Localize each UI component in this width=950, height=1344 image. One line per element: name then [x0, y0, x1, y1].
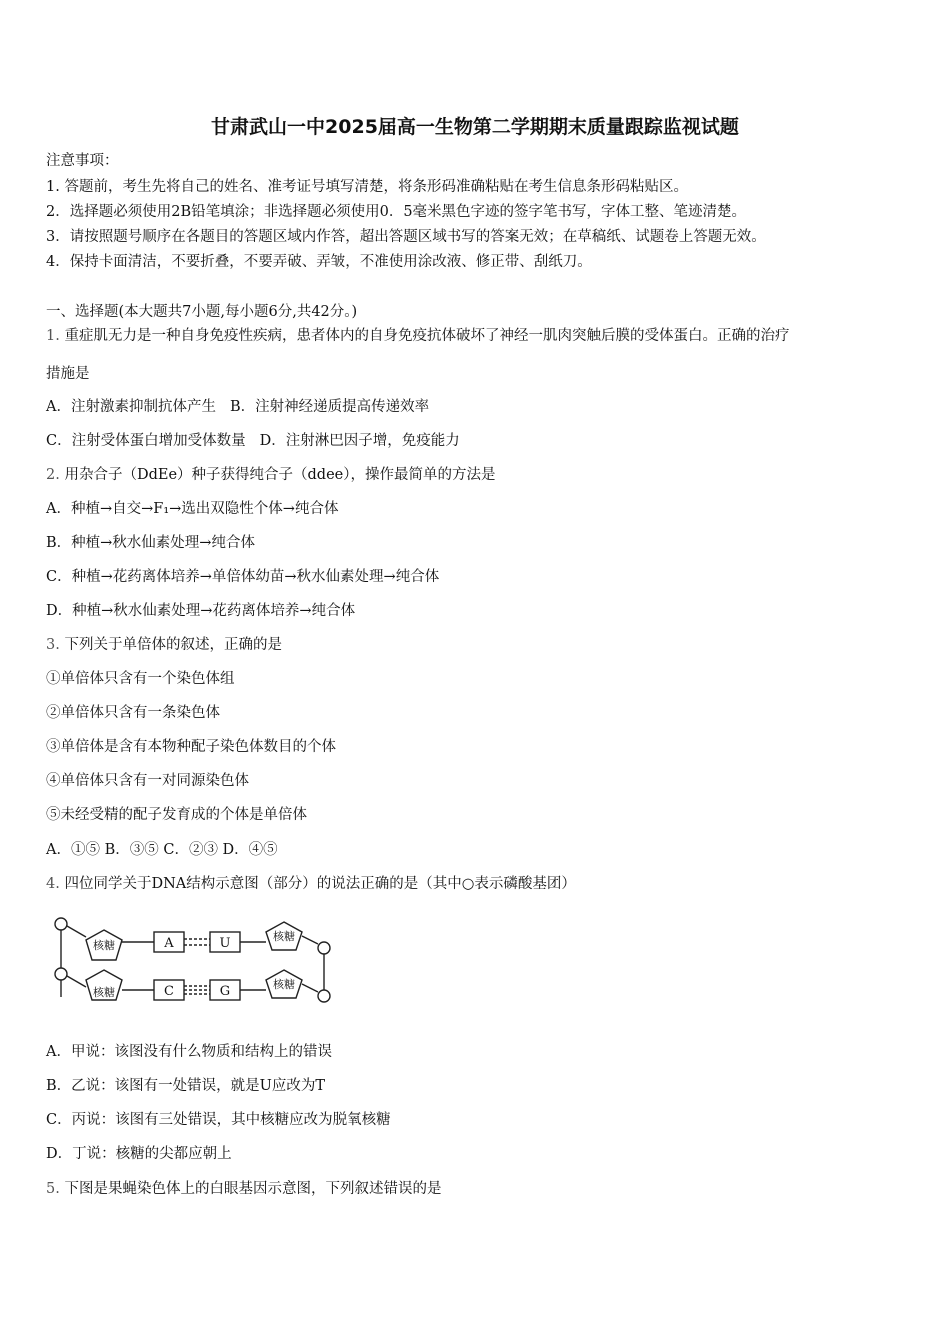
- question-1-option-b: B．注射神经递质提高传递效率: [229, 399, 430, 415]
- question-4-option-c: C．丙说：该图有三处错误，其中核糖应改为脱氧核糖: [46, 1112, 391, 1128]
- sugar-label: 核糖: [273, 930, 295, 943]
- question-3-statement-3: ③单倍体是含有本物种配子染色体数目的个体: [46, 739, 336, 755]
- phosphate-circle: [318, 990, 330, 1002]
- question-3-statement-5: ⑤未经受精的配子发育成的个体是单倍体: [46, 807, 307, 823]
- question-5-number: 5.: [46, 1181, 60, 1197]
- question-1-stem-cont: 措施是: [46, 366, 90, 382]
- question-3-statement-2: ②单倍体只含有一条染色体: [46, 705, 220, 721]
- question-5-text: 下图是果蝇染色体上的白眼基因示意图，下列叙述错误的是: [64, 1181, 442, 1197]
- question-1-options-ab: [46, 397, 429, 417]
- sugar-label: 核糖: [93, 939, 115, 952]
- question-2-number: 2.: [46, 467, 60, 483]
- phosphate-circle: [318, 942, 330, 954]
- question-2-option-a: A．种植→自交→F₁→选出双隐性个体→纯合体: [46, 501, 339, 517]
- question-1-text: 重症肌无力是一种自身免疫性疾病，患者体内的自身免疫抗体破坏了神经一肌肉突触后膜的受体蛋白。正确的治疗: [64, 328, 790, 344]
- question-2-option-b: B．种植→秋水仙素处理→纯合体: [46, 535, 255, 551]
- question-1-options-cd: [46, 431, 460, 451]
- notice-item-3: 3．请按照题号顺序在各题目的答题区域内作答，超出答题区域书写的答案无效；在草稿纸、试题卷上答题无效。: [46, 229, 766, 245]
- question-3-text: 下列关于单倍体的叙述，正确的是: [64, 637, 282, 653]
- notice-item-1: 1. 答题前，考生先将自己的姓名、准考证号填写清楚，将条形码准确粘贴在考生信息条形码粘贴区。: [46, 179, 688, 195]
- question-3-number: 3.: [46, 637, 60, 653]
- question-1-option-a: A．注射激素抑制抗体产生: [46, 399, 216, 415]
- notice-item-2: 2．选择题必须使用2B铅笔填涂；非选择题必须使用0．5毫米黑色字迹的签字笔书写，字体工整、笔迹清楚。: [46, 204, 747, 220]
- sugar-label: 核糖: [273, 978, 295, 991]
- question-4-option-d: D．丁说：核糖的尖都应朝上: [46, 1146, 232, 1162]
- question-4-option-a: A．甲说：该图没有什么物质和结构上的错误: [46, 1044, 332, 1060]
- question-3-stem: [46, 635, 282, 655]
- phosphate-circle: [55, 968, 67, 980]
- base-label-u: U: [219, 936, 231, 951]
- dna-structure-diagram: [48, 912, 338, 1012]
- question-4-option-b: B．乙说：该图有一处错误，就是U应改为T: [46, 1078, 326, 1094]
- base-label-a: A: [164, 936, 174, 951]
- question-2-stem: [46, 465, 496, 485]
- question-3-statement-4: ④单倍体只含有一对同源染色体: [46, 773, 249, 789]
- question-3-options: A．①⑤ B．③⑤ C．②③ D．④⑤: [46, 842, 278, 858]
- question-1-option-c: C．注射受体蛋白增加受体数量: [46, 433, 246, 449]
- question-1-number: 1.: [46, 328, 60, 344]
- question-4-number: 4.: [46, 876, 60, 892]
- question-1-option-d: D．注射淋巴因子增，免疫能力: [259, 433, 460, 449]
- question-1-stem: [46, 326, 789, 346]
- section-heading: 一、选择题(本大题共7小题,每小题6分,共42分。): [46, 304, 358, 320]
- notice-heading: 注意事项：: [46, 153, 119, 169]
- sugar-label: 核糖: [93, 986, 115, 999]
- base-label-g: G: [219, 984, 231, 999]
- question-3-statement-1: ①单倍体只含有一个染色体组: [46, 671, 235, 687]
- question-4-text: 四位同学关于DNA结构示意图（部分）的说法正确的是（其中○表示磷酸基团）: [64, 876, 576, 892]
- question-2-option-c: C．种植→花药离体培养→单倍体幼苗→秋水仙素处理→纯合体: [46, 569, 440, 585]
- question-5-stem: [46, 1179, 441, 1199]
- page-title: 甘肃武山一中2025届高一生物第二学期期末质量跟踪监视试题: [211, 116, 739, 138]
- question-4-stem: [46, 874, 576, 894]
- phosphate-circle: [55, 918, 67, 930]
- question-2-option-d: D．种植→秋水仙素处理→花药离体培养→纯合体: [46, 603, 356, 619]
- base-label-c: C: [164, 984, 174, 999]
- notice-item-4: 4．保持卡面清洁，不要折叠，不要弄破、弄皱，不准使用涂改液、修正带、刮纸刀。: [46, 254, 592, 270]
- question-2-text: 用杂合子（DdEe）种子获得纯合子（ddee），操作最简单的方法是: [64, 467, 496, 483]
